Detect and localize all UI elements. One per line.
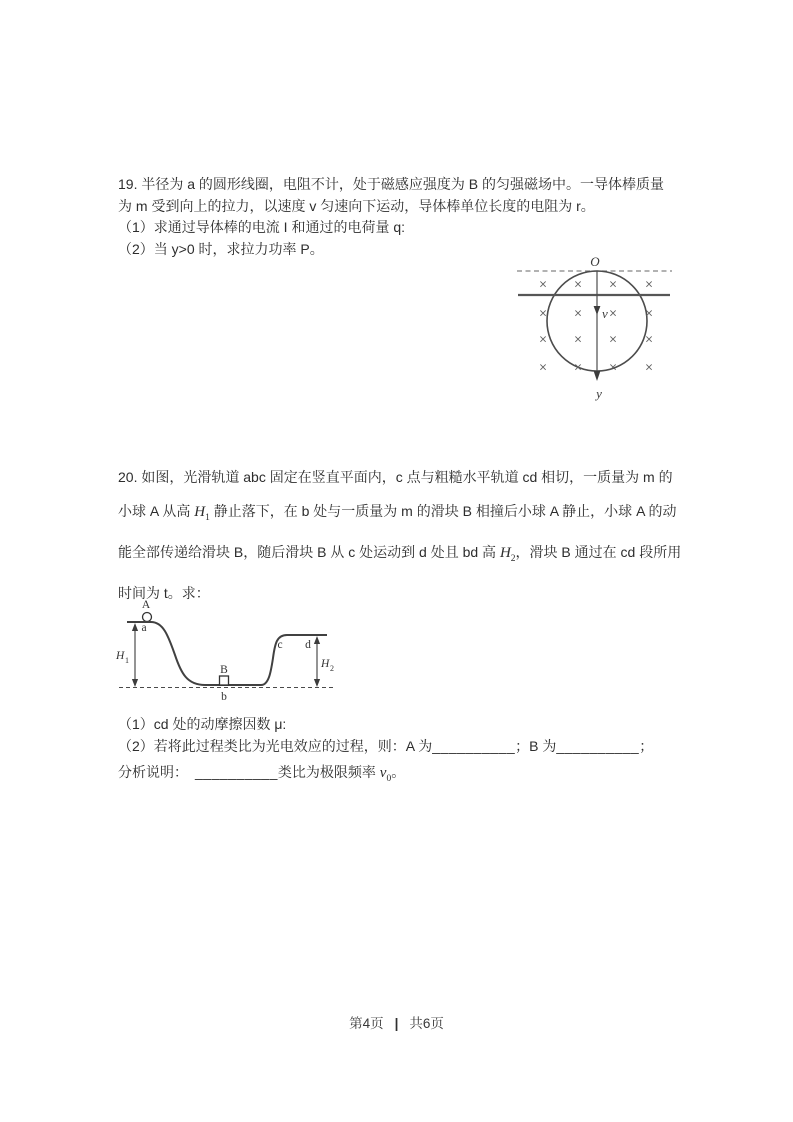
velocity-arrowhead-icon: [594, 306, 601, 315]
h2-subscript: 2: [510, 553, 516, 564]
point-b-label: b: [221, 691, 227, 703]
q20-subquestion-2: [118, 736, 718, 756]
h1-dimension-label: H: [116, 650, 125, 662]
block-b-square: [220, 676, 229, 685]
q20-body-line-4: 时间为 t。求：: [118, 584, 210, 601]
field-cross-icon: ×: [608, 278, 618, 291]
h1-dimension-subscript: 1: [125, 656, 129, 665]
field-cross-icon: ×: [573, 307, 583, 320]
h2-down-arrowhead-icon: [314, 679, 320, 687]
q20-line2-text-a: 小球 A 从高: [118, 503, 195, 519]
q20-body-line-3: [118, 535, 693, 576]
ball-a-label: A: [141, 599, 151, 611]
point-c-label: c: [277, 639, 283, 651]
analysis-lead: 分析说明：: [118, 764, 188, 780]
h2-up-arrowhead-icon: [314, 636, 320, 644]
field-cross-icon: ×: [538, 307, 548, 320]
footer-separator: |: [394, 1016, 399, 1031]
h1-subscript: 1: [205, 512, 210, 523]
answer-blank-a: __________: [432, 738, 516, 754]
q19-body-line-1: 19. 半径为 a 的圆形线圈，电阻不计，处于磁感应强度为 B 的匀强磁场中。一导体棒质量: [118, 176, 665, 192]
total-pages-label: 共6页: [409, 1016, 444, 1031]
q20-subquestion-1: （1）cd 处的动摩擦因数 μ:: [118, 716, 287, 732]
field-cross-icon: ×: [573, 361, 583, 374]
h1-up-arrowhead-icon: [132, 623, 138, 631]
q20-line3-text-a: 能全部传递给滑块 B，随后滑块 B 从 c 处运动到 d 处且 bd 高: [118, 543, 500, 560]
q20-body-line-2: [118, 494, 693, 535]
q19-body-line-2: 为 m 受到向上的拉力，以速度 v 匀速向下运动，导体棒单位长度的电阻为 r。: [118, 197, 595, 214]
q20-body-line-1: 20. 如图，光滑轨道 abc 固定在竖直平面内，c 点与粗糙水平轨道 cd 相切，一质量为 m 的: [118, 469, 673, 485]
q19-subquestion-2: （2）当 y>0 时，求拉力功率 P。: [118, 240, 324, 257]
q20-part2-mid: ；B 为: [515, 738, 557, 754]
question-19: [118, 174, 680, 260]
q19-subquestion-1: （1）求通过导体棒的电流 I 和通过的电荷量 q:: [118, 219, 406, 235]
nu-subscript: 0: [386, 773, 392, 784]
q20-line2-text-b: 静止落下，在 b 处与一质量为 m 的滑块 B 相撞后小球 A 静止，小球 A 的动: [209, 503, 677, 519]
point-a-label: a: [141, 622, 147, 634]
q20-line3-text-b: ，滑块 B 通过在 cd 段所用: [515, 543, 682, 560]
field-cross-icon: ×: [538, 333, 548, 346]
q20-part2-lead: （2）若将此过程类比为光电效应的过程，则：A 为: [118, 738, 433, 754]
field-cross-icon: ×: [608, 361, 618, 374]
q20-figure-track-diagram: [113, 597, 348, 707]
field-cross-icon: ×: [573, 278, 583, 291]
h2-dimension-subscript: 2: [330, 664, 334, 673]
field-cross-icon: ×: [644, 278, 654, 291]
h1-down-arrowhead-icon: [132, 679, 138, 687]
origin-o-label: O: [590, 254, 600, 269]
q20-part2-end: ；: [639, 738, 654, 754]
field-cross-icon: ×: [644, 361, 654, 374]
point-d-label: d: [305, 639, 311, 651]
field-cross-icon: ×: [644, 307, 654, 320]
velocity-v-label: v: [602, 306, 608, 321]
field-cross-icon: ×: [538, 361, 548, 374]
field-cross-icon: ×: [608, 307, 618, 320]
field-cross-icon: ×: [644, 333, 654, 346]
field-cross-icon: ×: [538, 278, 548, 291]
q20-analysis-line: [118, 762, 718, 784]
y-axis-arrowhead-icon: [594, 371, 601, 381]
answer-blank-b: __________: [556, 738, 640, 754]
h2-symbol: H: [499, 544, 511, 561]
h1-symbol: H: [194, 504, 206, 520]
h2-dimension-label: H: [321, 658, 330, 670]
analysis-mid: 类比为极限频率: [277, 764, 380, 780]
question-20: [118, 460, 693, 610]
nu-symbol: ν: [379, 765, 387, 781]
y-axis-label: y: [596, 386, 602, 401]
field-cross-icon: ×: [608, 333, 618, 346]
current-page-label: 第4页: [349, 1016, 384, 1031]
field-cross-icon: ×: [573, 333, 583, 346]
answer-blank-analysis: __________: [195, 764, 278, 780]
q19-figure-coil-in-magnetic-field: [505, 252, 690, 404]
block-b-label: B: [220, 664, 228, 676]
analysis-end: 。: [391, 764, 406, 780]
ball-a-circle: [143, 613, 152, 622]
page-footer: [0, 1014, 793, 1034]
